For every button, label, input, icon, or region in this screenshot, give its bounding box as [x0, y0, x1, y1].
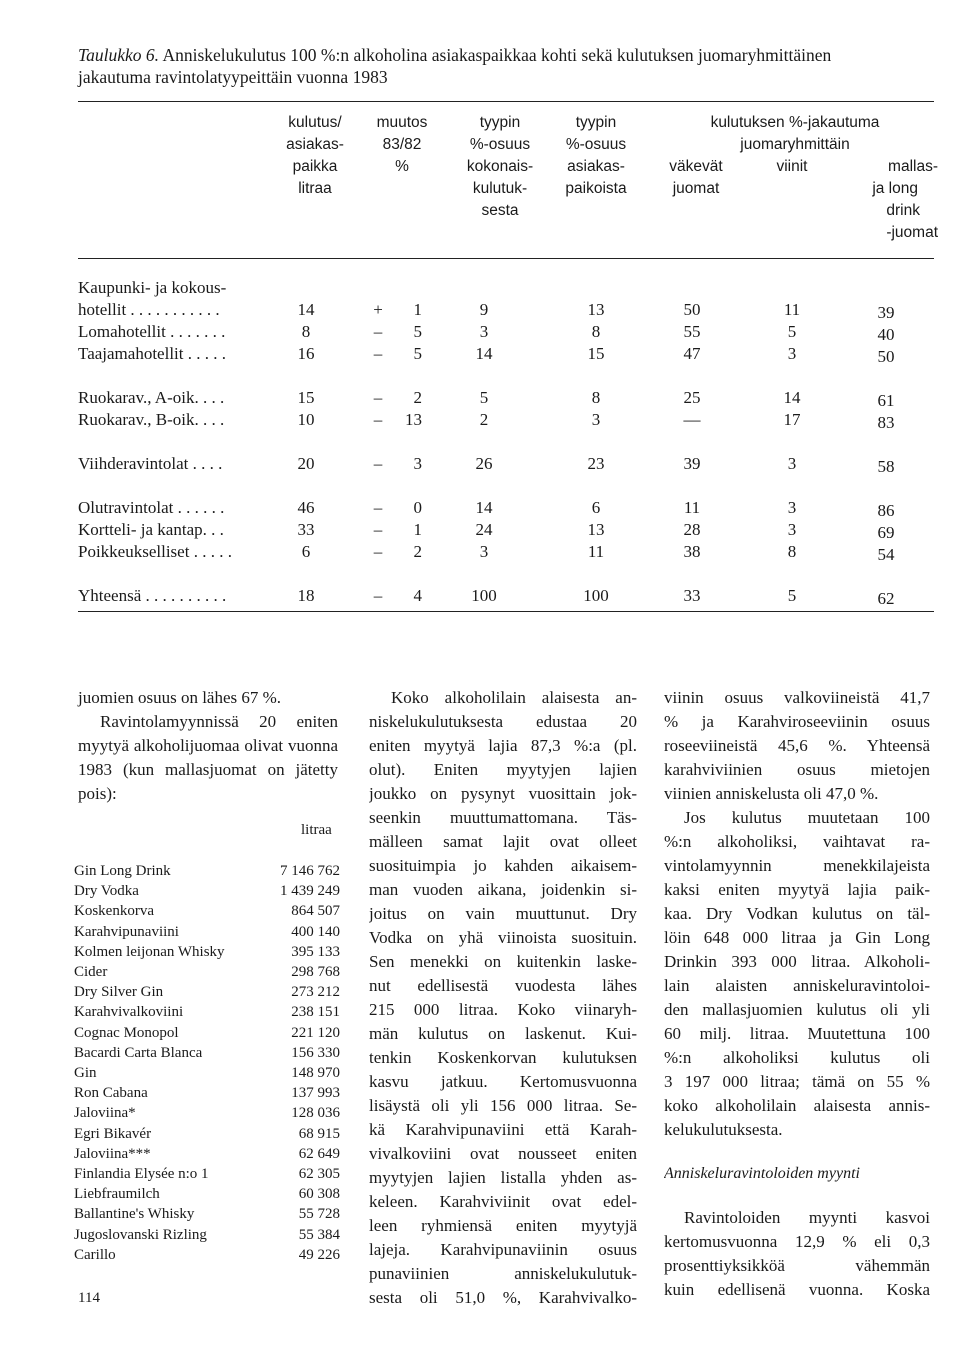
- table-cell-sign: –: [373, 410, 383, 429]
- table-cell-c5: 11: [683, 498, 701, 517]
- row-label: Yhteensä . . . . . . . . . .: [78, 586, 227, 605]
- row-label: Taajamahotellit . . . . .: [78, 344, 226, 363]
- table-caption: [78, 44, 940, 88]
- col2-line: olut). Eniten myytyjen lajien: [369, 760, 637, 779]
- table-cell-c2: 3: [413, 454, 422, 473]
- table-cell-c4: 23: [587, 454, 605, 473]
- table-cell-sign: –: [373, 344, 383, 363]
- list-item-name: Jugoslovanski Rizling: [74, 1226, 207, 1243]
- list-item-value: 273 212: [291, 984, 340, 1001]
- list-item-value: 238 151: [291, 1004, 340, 1021]
- col3-line: %:n alkoholiksi, vaihtavat ra-: [664, 832, 930, 851]
- table-cell-c5: 38: [683, 542, 701, 561]
- table-cell-c5: 33: [683, 586, 701, 605]
- table-cell-c2: 13: [405, 410, 422, 429]
- list-item-name: Koskenkorva: [74, 903, 154, 920]
- table-cell-c4: 8: [591, 388, 601, 407]
- col2-line: seenkin muuttumattomana. Täs-: [369, 808, 637, 827]
- table-cell-c4: 13: [587, 300, 605, 319]
- list-item-value: 148 970: [291, 1065, 340, 1081]
- table-cell-c6: 14: [783, 388, 801, 407]
- table-cell-c1: 6: [301, 542, 311, 561]
- table-cell-c6: 5: [787, 586, 797, 605]
- table-cell-c7: 58: [877, 457, 895, 476]
- row-label: Viihderavintolat . . . .: [78, 454, 223, 473]
- row-label: Ruokarav., B-oik. . . .: [78, 410, 225, 429]
- col3-line: roseeviineistä 45,6 %. Yhteensä: [664, 736, 930, 755]
- table-cell-c1: 33: [297, 520, 315, 539]
- table-cell-c3: 100: [471, 586, 497, 605]
- table-cell-sign: –: [373, 454, 383, 473]
- table-cell-c2: 2: [413, 388, 422, 407]
- col2-line: joukko on pysynyt vuosittain jok-: [369, 784, 637, 803]
- row-label: Kortteli- ja kantap. . .: [78, 520, 224, 539]
- col2-line: lajeja. Karahvipunaviinin osuus: [369, 1240, 637, 1259]
- col3-line: kaa. Dry Vodkan kulutus on täl-: [664, 904, 930, 923]
- table-cell-c6: 3: [787, 498, 797, 517]
- row-label-cont: hotellit . . . . . . . . . . .: [78, 300, 220, 319]
- table-cell-sign: –: [373, 498, 383, 517]
- list-item-value: 60 308: [298, 1186, 340, 1203]
- table-cell-c1: 20: [297, 454, 315, 473]
- table-cell-sign: –: [373, 520, 383, 539]
- list-item-value: 55 728: [298, 1206, 340, 1223]
- table-cell-c7: 86: [877, 501, 895, 520]
- table-cell-c4: 13: [587, 520, 605, 539]
- list-item-name: Ballantine's Whisky: [74, 1206, 195, 1223]
- col3-line: %:n alkoholiksi kulutus oli: [664, 1048, 930, 1067]
- table-cell-c5: 25: [683, 388, 701, 407]
- list-item-value: 298 768: [291, 964, 340, 980]
- col2-line: mälleen samat lajit ovat olleet: [369, 832, 637, 851]
- col2-line: Vodka on yhä viinoista suosituin.: [369, 928, 637, 947]
- table-cell-c3: 24: [475, 520, 493, 539]
- table-cell-c3: 2: [479, 410, 489, 429]
- col2-line: sesta oli 51,0 %, Karahvivalko-: [369, 1288, 637, 1307]
- table-cell-c4: 6: [591, 498, 601, 517]
- header-col1: kulutus/ asiakas- paikka litraa: [286, 114, 344, 197]
- list-item-value: 62 305: [298, 1166, 340, 1182]
- list-item-name: Gin: [74, 1065, 97, 1081]
- col3-line: 3 197 000 litraa; tämä on 55 %: [664, 1072, 930, 1091]
- col2-line: eniten myytyä lajia 87,3 %:a (pl.: [369, 736, 637, 755]
- table-cell-c2: 1: [413, 520, 422, 539]
- table-cell-c5: 39: [683, 454, 701, 473]
- list-item-value: 395 133: [291, 943, 340, 960]
- list-item-name: Carillo: [74, 1246, 116, 1263]
- header-col6: viinit: [776, 158, 808, 175]
- table-cell-sign: –: [373, 586, 383, 605]
- col3-line: Drinkin 393 000 litraa. Alkoholi-: [664, 952, 930, 971]
- list-item-name: Kolmen leijonan Whisky: [74, 943, 225, 960]
- row-label: Lomahotellit . . . . . . .: [78, 322, 226, 341]
- table-cell-c1: 15: [297, 388, 315, 407]
- col2-line: punaviinien anniskelukulutuk-: [369, 1264, 637, 1283]
- list-item-value: 1 439 249: [280, 883, 340, 900]
- table-cell-c3: 14: [475, 344, 493, 363]
- list-item-value: 864 507: [291, 903, 340, 920]
- table-cell-c2: 5: [413, 344, 422, 363]
- col3-line: Ravintoloiden myynti kasvoi: [684, 1208, 930, 1227]
- table-cell-c3: 26: [475, 454, 493, 473]
- table-cell-c3: 3: [479, 322, 489, 341]
- list-item-name: Finlandia Elysée n:o 1: [74, 1166, 209, 1182]
- table-cell-c7: 83: [877, 413, 895, 432]
- col3-line: vintolamyynnin menekkilajeista: [664, 856, 930, 875]
- col2-line: Sen menekki on kuitenkin laske-: [369, 952, 637, 971]
- table-bottom-rule: [78, 611, 934, 612]
- table-cell-c4: 100: [583, 586, 609, 605]
- list-item-name: Egri Bikavér: [74, 1125, 152, 1142]
- col3-line: viinien anniskelusta oli 47,0 %.: [664, 784, 879, 803]
- caption-text-2: jakautuma ravintolatyypeittäin vuonna 1983: [78, 67, 388, 87]
- col2-line: nut edellisestä vuodesta lähes: [369, 976, 637, 995]
- col1-paragraph-1: juomien osuus on lähes 67 %.: [78, 688, 282, 707]
- col3-line: viinin osuus valkoviineistä 41,7: [664, 688, 930, 707]
- table-cell-c6: 11: [783, 300, 801, 319]
- table-cell-c5: —: [683, 410, 701, 429]
- table-cell-c6: 3: [787, 344, 797, 363]
- table-cell-c1: 8: [301, 322, 311, 341]
- table-cell-c2: 2: [413, 542, 422, 561]
- table-cell-sign: +: [373, 300, 383, 319]
- table-cell-c6: 5: [787, 322, 797, 341]
- col3-line: koko alkoholilain alaisesta annis-: [664, 1096, 930, 1115]
- table-cell-c6: 3: [787, 520, 797, 539]
- list-item-value: 137 993: [291, 1085, 340, 1102]
- table-cell-c3: 3: [479, 542, 489, 561]
- list-item-value: 128 036: [291, 1105, 340, 1122]
- row-label: Olutravintolat . . . . . .: [78, 498, 225, 517]
- header-col2: muutos 83/82 %: [376, 114, 428, 175]
- caption-label: Taulukko 6.: [78, 45, 160, 65]
- table-cell-c4: 8: [591, 322, 601, 341]
- table-top-rule: [78, 101, 934, 102]
- row-label: Kaupunki- ja kokous-: [78, 278, 227, 297]
- list-item-value: 7 146 762: [280, 863, 340, 879]
- page-number: 114: [78, 1290, 100, 1306]
- list-item-name: Liebfraumilch: [74, 1186, 160, 1203]
- table-cell-c4: 15: [587, 344, 605, 363]
- list-item-name: Karahvivalkoviini: [74, 1004, 184, 1021]
- table-cell-c5: 28: [683, 520, 701, 539]
- list-item-name: Karahvipunaviini: [74, 923, 179, 940]
- table-cell-c3: 5: [479, 388, 489, 407]
- list-item-value: 221 120: [291, 1024, 340, 1041]
- col2-line: Koko alkoholilain alaisesta an-: [391, 688, 637, 707]
- subheading: Anniskeluravintoloiden myynti: [664, 1165, 860, 1182]
- table-cell-c3: 14: [475, 498, 493, 517]
- col3-line: lain alaisten anniskeluravintoloi-: [664, 976, 930, 995]
- caption-text-1: Anniskelukulutus 100 %:n alkoholina asiakaspaikkaa kohti sekä kulutuksen juomaryhmittäinen: [162, 45, 832, 65]
- col2-line: vivalkoviini ovat nousseet eniten: [369, 1144, 637, 1163]
- list-item-value: 400 140: [291, 923, 340, 940]
- table-cell-sign: –: [373, 322, 383, 341]
- list-item-value: 62 649: [298, 1145, 340, 1162]
- header-col7: mallas- ja long drink -juomat: [872, 158, 938, 241]
- col3-line: Jos kulutus muutetaan 100: [684, 808, 930, 827]
- list-item-name: Jaloviina*: [74, 1105, 136, 1122]
- col3-line: kaksi eniten myytyä lajia paik-: [664, 880, 930, 899]
- list-unit: litraa: [301, 822, 332, 838]
- table-cell-c4: 3: [591, 410, 601, 429]
- col3-line: 60 milj. litraa. Muutettuna 100: [664, 1024, 930, 1043]
- list-item-name: Ron Cabana: [74, 1085, 148, 1102]
- header-bottom-rule: [78, 258, 934, 259]
- header-group: kulutuksen %-jakautuma juomaryhmittäin: [710, 114, 880, 153]
- row-label: Poikkeukselliset . . . . .: [78, 542, 232, 561]
- col2-line: niskelukulutuksesta edustaa 20: [369, 712, 637, 731]
- column-3: [664, 686, 930, 1302]
- table-cell-c7: 69: [877, 523, 895, 542]
- col2-line: 215 000 litraa. Koko viinaryh-: [369, 1000, 637, 1019]
- table-cell-c2: 5: [413, 322, 422, 341]
- table-cell-c7: 39: [877, 303, 895, 322]
- col2-line: myytyjen lajien listalla yhden as-: [369, 1168, 637, 1187]
- table-cell-c1: 18: [297, 586, 315, 605]
- table-cell-c4: 11: [587, 542, 605, 561]
- table-cell-c3: 9: [479, 300, 489, 319]
- row-label: Ruokarav., A-oik. . . .: [78, 388, 225, 407]
- col2-line: joitus on vain muuttunut. Dry: [369, 904, 637, 923]
- col3-line: den mallasjuomien kulutus oli yli: [664, 1000, 930, 1019]
- list-item-name: Dry Vodka: [74, 883, 139, 900]
- list-item-value: 156 330: [291, 1044, 340, 1061]
- col2-line: lisäystä oli yli 156 000 litraa. Se-: [369, 1096, 637, 1115]
- col2-line: keleen. Karahviviinit ovat edel-: [369, 1192, 637, 1211]
- table-cell-c1: 10: [297, 410, 315, 429]
- table-cell-c7: 50: [877, 347, 895, 366]
- table-cell-c6: 17: [783, 410, 801, 429]
- table-cell-c5: 50: [683, 300, 701, 319]
- list-item-value: 49 226: [298, 1246, 340, 1263]
- list-item-name: Gin Long Drink: [74, 863, 171, 879]
- table-cell-c5: 55: [683, 322, 701, 341]
- col2-line: leen ryhmiensä eniten myytyjä: [369, 1216, 637, 1235]
- col3-line: löin 648 000 litraa ja Gin Long: [664, 928, 930, 947]
- table-cell-c7: 54: [877, 545, 895, 564]
- table-cell-c7: 40: [877, 325, 895, 344]
- table-cell-c6: 8: [787, 542, 797, 561]
- header-col4: tyypin %-osuus asiakas- paikoista: [565, 114, 627, 197]
- table-cell-sign: –: [373, 388, 383, 407]
- col2-line: män kulutus on laskenut. Kui-: [369, 1024, 637, 1043]
- col3-line: karahviviinien osuus mietojen: [664, 760, 930, 779]
- col3-line: kertomusvuonna 12,9 % eli 0,3: [664, 1232, 930, 1251]
- col2-line: tenkin Koskenkorvan kulutuksen: [369, 1048, 637, 1067]
- table-cell-c2: 4: [413, 586, 422, 605]
- col3-line: prosenttiyksikköä vähemmän: [664, 1256, 930, 1275]
- table-cell-c1: 14: [297, 300, 315, 319]
- table-cell-c1: 16: [297, 344, 315, 363]
- table-cell-sign: –: [373, 542, 383, 561]
- list-item-name: Jaloviina***: [74, 1145, 151, 1162]
- table-cell-c7: 62: [877, 589, 895, 608]
- list-item-value: 55 384: [298, 1226, 340, 1243]
- column-1: [78, 686, 338, 806]
- col2-line: man vuoden aikana, joidenkin si-: [369, 880, 637, 899]
- table-cell-c2: 0: [413, 498, 422, 517]
- table-cell-c7: 61: [877, 391, 895, 410]
- table-cell-c2: 1: [413, 300, 422, 319]
- list-item-name: Cider: [74, 964, 108, 980]
- list-item-name: Cognac Monopol: [74, 1024, 179, 1041]
- list-item-name: Dry Silver Gin: [74, 984, 164, 1001]
- table-cell-c1: 46: [297, 498, 315, 517]
- header-col5: väkevät juomat: [669, 158, 723, 197]
- col3-line: kelukulutuksesta.: [664, 1120, 783, 1139]
- list-item-value: 68 915: [298, 1125, 340, 1142]
- col2-line: kasvu jatkuu. Kertomusvuonna: [369, 1072, 637, 1091]
- col3-line: kuin edellisenä vuonna. Koska: [664, 1280, 930, 1299]
- list-item-name: Bacardi Carta Blanca: [74, 1044, 203, 1061]
- col2-line: suosituimpia jo kahden aikaisem-: [369, 856, 637, 875]
- col3-line: % ja Karahviroseeviinin osuus: [664, 712, 930, 731]
- header-col3: tyypin %-osuus kokonais- kulutuk- sesta: [466, 114, 534, 219]
- column-2: [369, 686, 637, 1310]
- table-cell-c6: 3: [787, 454, 797, 473]
- col2-line: kä Karahvipunaviini että Karah-: [369, 1120, 637, 1139]
- table-cell-c5: 47: [683, 344, 701, 363]
- col1-paragraph-2: Ravintolamyynnissä 20 eniten myytyä alkoholijuomaa olivat vuonna 1983 (kun mallasjuomat on jätetty pois):: [78, 712, 338, 803]
- drink-list: [74, 861, 340, 1271]
